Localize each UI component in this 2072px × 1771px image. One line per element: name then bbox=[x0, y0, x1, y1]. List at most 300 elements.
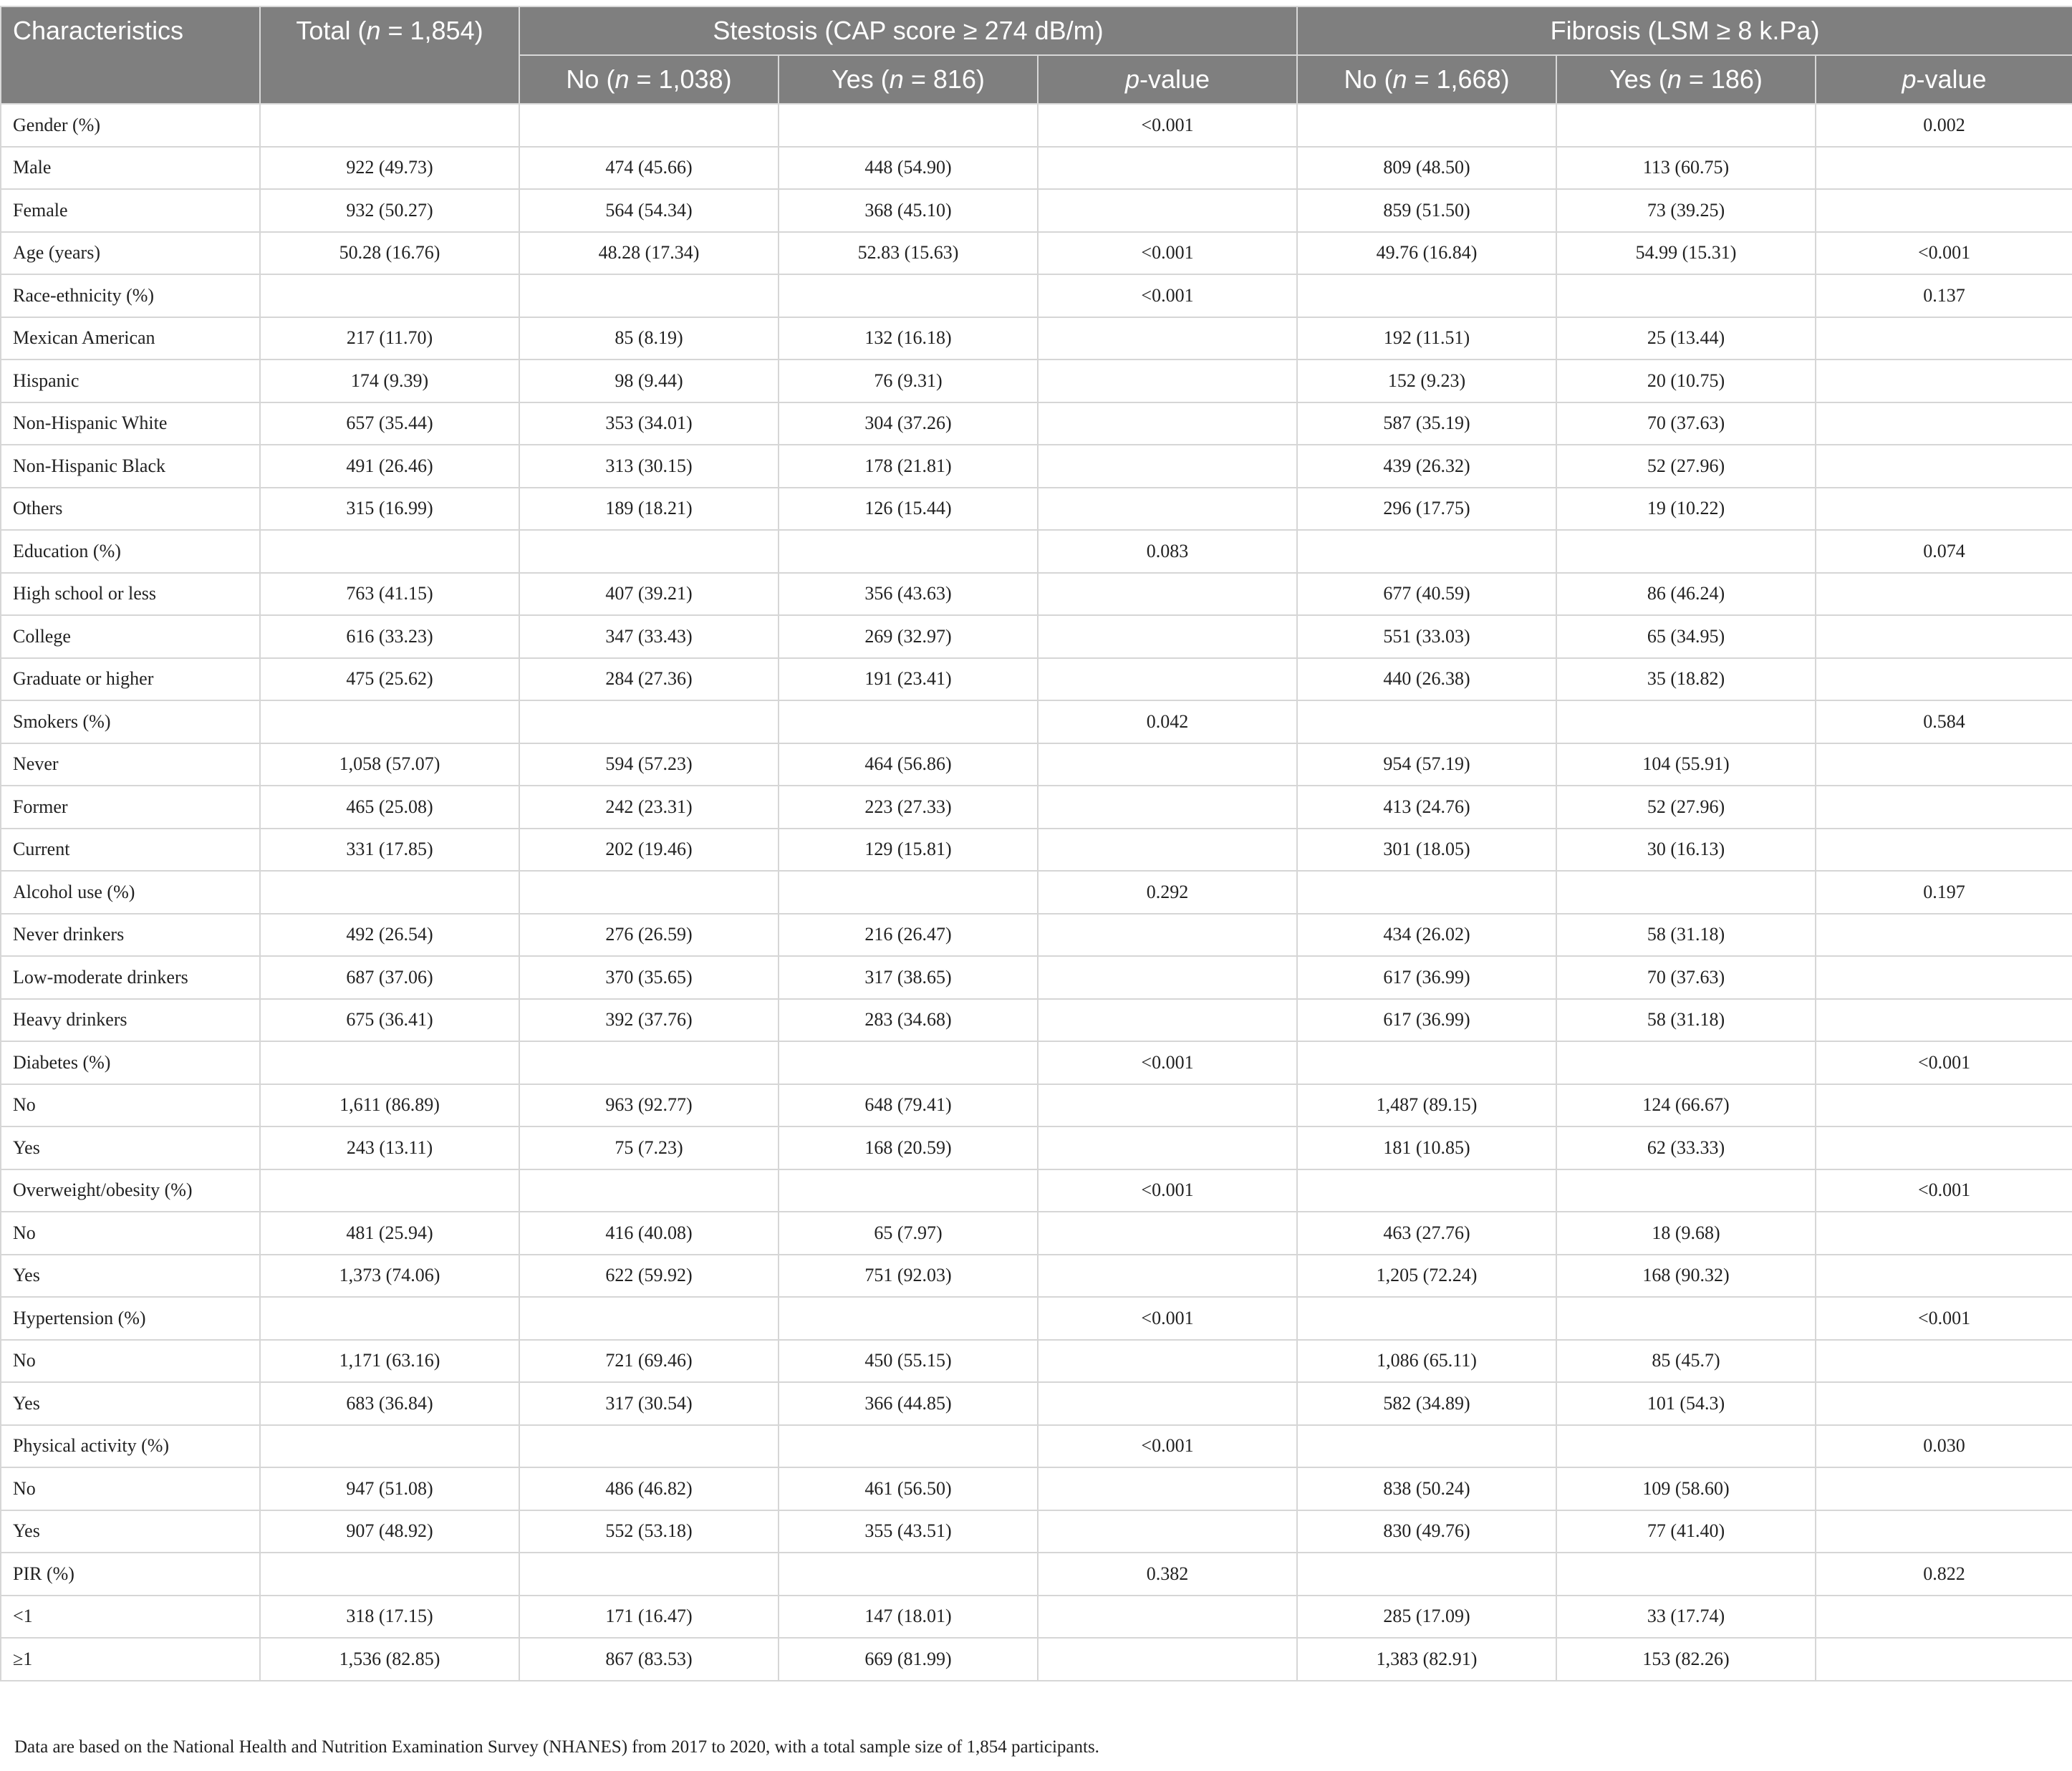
cell-steatosis-yes: 317 (38.65) bbox=[779, 956, 1038, 999]
cell-fibrosis-yes: 30 (16.13) bbox=[1556, 829, 1816, 872]
cell-steatosis-no: 276 (26.59) bbox=[519, 914, 779, 957]
cell-steatosis-no bbox=[519, 104, 779, 147]
cell-steatosis-no: 353 (34.01) bbox=[519, 402, 779, 445]
header-total bbox=[260, 6, 519, 104]
cell-fibrosis-p-value bbox=[1816, 1382, 2072, 1425]
cell-steatosis-yes: 355 (43.51) bbox=[779, 1510, 1038, 1553]
table-row bbox=[1, 1510, 2072, 1553]
cell-steatosis-no: 474 (45.66) bbox=[519, 147, 779, 190]
cell-fibrosis-no: 1,383 (82.91) bbox=[1297, 1638, 1556, 1681]
table-row bbox=[1, 1382, 2072, 1425]
cell-fibrosis-no: 617 (36.99) bbox=[1297, 956, 1556, 999]
cell-fibrosis-no bbox=[1297, 1425, 1556, 1468]
cell-total: 475 (25.62) bbox=[260, 658, 519, 701]
cell-fibrosis-yes: 85 (45.7) bbox=[1556, 1340, 1816, 1383]
cell-fibrosis-p-value bbox=[1816, 1126, 2072, 1169]
cell-steatosis-no: 85 (8.19) bbox=[519, 317, 779, 360]
cell-steatosis-yes bbox=[779, 530, 1038, 573]
cell-fibrosis-yes: 124 (66.67) bbox=[1556, 1084, 1816, 1127]
cell-fibrosis-yes: 168 (90.32) bbox=[1556, 1255, 1816, 1298]
cell-steatosis-p-value bbox=[1038, 1126, 1297, 1169]
cell-steatosis-yes: 461 (56.50) bbox=[779, 1467, 1038, 1510]
cell-total bbox=[260, 1169, 519, 1212]
cell-steatosis-no bbox=[519, 1425, 779, 1468]
cell-fibrosis-no: 830 (49.76) bbox=[1297, 1510, 1556, 1553]
cell-label: Hypertension (%) bbox=[1, 1297, 260, 1340]
cell-fibrosis-no: 551 (33.03) bbox=[1297, 615, 1556, 658]
cell-fibrosis-yes: 20 (10.75) bbox=[1556, 359, 1816, 402]
cell-total: 1,373 (74.06) bbox=[260, 1255, 519, 1298]
cell-label: Gender (%) bbox=[1, 104, 260, 147]
cell-steatosis-p-value bbox=[1038, 402, 1297, 445]
cell-fibrosis-yes: 73 (39.25) bbox=[1556, 189, 1816, 232]
cell-fibrosis-p-value bbox=[1816, 999, 2072, 1042]
cell-steatosis-yes bbox=[779, 104, 1038, 147]
cell-steatosis-p-value bbox=[1038, 147, 1297, 190]
cell-steatosis-no: 313 (30.15) bbox=[519, 445, 779, 488]
cell-total: 1,536 (82.85) bbox=[260, 1638, 519, 1681]
cell-fibrosis-yes: 58 (31.18) bbox=[1556, 999, 1816, 1042]
cell-fibrosis-no bbox=[1297, 1169, 1556, 1212]
table-row bbox=[1, 488, 2072, 531]
cell-steatosis-no bbox=[519, 700, 779, 743]
cell-steatosis-p-value bbox=[1038, 445, 1297, 488]
table-row bbox=[1, 359, 2072, 402]
cell-steatosis-p-value bbox=[1038, 1084, 1297, 1127]
cell-fibrosis-yes bbox=[1556, 104, 1816, 147]
cell-steatosis-yes bbox=[779, 274, 1038, 317]
cell-steatosis-no bbox=[519, 871, 779, 914]
header-steatosis-yes-n: n bbox=[889, 64, 904, 94]
cell-steatosis-yes: 450 (55.15) bbox=[779, 1340, 1038, 1383]
cell-total: 243 (13.11) bbox=[260, 1126, 519, 1169]
cell-steatosis-no: 347 (33.43) bbox=[519, 615, 779, 658]
cell-steatosis-no bbox=[519, 1169, 779, 1212]
cell-label: Never drinkers bbox=[1, 914, 260, 957]
cell-fibrosis-yes bbox=[1556, 700, 1816, 743]
cell-steatosis-yes: 216 (26.47) bbox=[779, 914, 1038, 957]
table-row bbox=[1, 573, 2072, 616]
cell-fibrosis-yes: 113 (60.75) bbox=[1556, 147, 1816, 190]
cell-total: 50.28 (16.76) bbox=[260, 232, 519, 275]
cell-fibrosis-yes: 54.99 (15.31) bbox=[1556, 232, 1816, 275]
cell-fibrosis-yes: 109 (58.60) bbox=[1556, 1467, 1816, 1510]
cell-total: 491 (26.46) bbox=[260, 445, 519, 488]
cell-total bbox=[260, 1041, 519, 1084]
cell-steatosis-no: 486 (46.82) bbox=[519, 1467, 779, 1510]
cell-fibrosis-no: 859 (51.50) bbox=[1297, 189, 1556, 232]
table-row bbox=[1, 658, 2072, 701]
cell-total: 174 (9.39) bbox=[260, 359, 519, 402]
table-row bbox=[1, 956, 2072, 999]
cell-fibrosis-p-value bbox=[1816, 914, 2072, 957]
cell-steatosis-yes bbox=[779, 1169, 1038, 1212]
cell-total: 657 (35.44) bbox=[260, 402, 519, 445]
cell-label: Overweight/obesity (%) bbox=[1, 1169, 260, 1212]
cell-steatosis-no: 564 (54.34) bbox=[519, 189, 779, 232]
cell-steatosis-yes: 129 (15.81) bbox=[779, 829, 1038, 872]
cell-label: Former bbox=[1, 786, 260, 829]
table-row bbox=[1, 1425, 2072, 1468]
table-row bbox=[1, 402, 2072, 445]
header-fibrosis: Fibrosis (LSM ≥ 8 k.Pa) bbox=[1297, 6, 2072, 55]
cell-fibrosis-no bbox=[1297, 1297, 1556, 1340]
cell-fibrosis-no bbox=[1297, 1041, 1556, 1084]
cell-fibrosis-yes: 101 (54.3) bbox=[1556, 1382, 1816, 1425]
cell-fibrosis-p-value bbox=[1816, 1340, 2072, 1383]
table-row bbox=[1, 1340, 2072, 1383]
cell-steatosis-yes: 448 (54.90) bbox=[779, 147, 1038, 190]
table-row bbox=[1, 786, 2072, 829]
cell-label: Current bbox=[1, 829, 260, 872]
cell-fibrosis-p-value bbox=[1816, 615, 2072, 658]
cell-fibrosis-p-value bbox=[1816, 658, 2072, 701]
cell-fibrosis-yes bbox=[1556, 530, 1816, 573]
table-row bbox=[1, 189, 2072, 232]
cell-steatosis-p-value: <0.001 bbox=[1038, 104, 1297, 147]
cell-fibrosis-p-value: 0.030 bbox=[1816, 1425, 2072, 1468]
cell-label: Male bbox=[1, 147, 260, 190]
cell-steatosis-p-value: 0.083 bbox=[1038, 530, 1297, 573]
cell-steatosis-p-value: <0.001 bbox=[1038, 1169, 1297, 1212]
table-row bbox=[1, 317, 2072, 360]
cell-fibrosis-p-value bbox=[1816, 488, 2072, 531]
cell-fibrosis-p-value: <0.001 bbox=[1816, 1169, 2072, 1212]
header-fibrosis-yes-n: n bbox=[1667, 64, 1682, 94]
cell-steatosis-yes: 368 (45.10) bbox=[779, 189, 1038, 232]
cell-total: 683 (36.84) bbox=[260, 1382, 519, 1425]
table-row bbox=[1, 1041, 2072, 1084]
cell-fibrosis-yes: 104 (55.91) bbox=[1556, 743, 1816, 786]
cell-steatosis-yes: 283 (34.68) bbox=[779, 999, 1038, 1042]
cell-fibrosis-yes: 18 (9.68) bbox=[1556, 1212, 1816, 1255]
cell-steatosis-yes bbox=[779, 700, 1038, 743]
table-row bbox=[1, 743, 2072, 786]
header-fibrosis-no-suffix: = 1,668) bbox=[1407, 64, 1510, 94]
cell-label: No bbox=[1, 1084, 260, 1127]
cell-fibrosis-no: 285 (17.09) bbox=[1297, 1596, 1556, 1639]
cell-total bbox=[260, 104, 519, 147]
table-row bbox=[1, 1169, 2072, 1212]
cell-fibrosis-yes: 70 (37.63) bbox=[1556, 402, 1816, 445]
header-total-suffix: = 1,854) bbox=[380, 16, 483, 45]
cell-fibrosis-no: 434 (26.02) bbox=[1297, 914, 1556, 957]
cell-fibrosis-p-value bbox=[1816, 956, 2072, 999]
cell-total: 492 (26.54) bbox=[260, 914, 519, 957]
cell-total: 465 (25.08) bbox=[260, 786, 519, 829]
cell-fibrosis-no: 49.76 (16.84) bbox=[1297, 232, 1556, 275]
cell-fibrosis-no: 152 (9.23) bbox=[1297, 359, 1556, 402]
header-total-n: n bbox=[366, 16, 381, 45]
cell-fibrosis-no: 301 (18.05) bbox=[1297, 829, 1556, 872]
cell-total: 947 (51.08) bbox=[260, 1467, 519, 1510]
cell-steatosis-p-value bbox=[1038, 615, 1297, 658]
table-row bbox=[1, 1553, 2072, 1596]
cell-steatosis-p-value bbox=[1038, 1340, 1297, 1383]
cell-fibrosis-no: 1,205 (72.24) bbox=[1297, 1255, 1556, 1298]
header-row-1 bbox=[1, 6, 2072, 55]
cell-label: Race-ethnicity (%) bbox=[1, 274, 260, 317]
cell-fibrosis-p-value bbox=[1816, 189, 2072, 232]
cell-fibrosis-p-value: <0.001 bbox=[1816, 232, 2072, 275]
cell-label: Mexican American bbox=[1, 317, 260, 360]
cell-steatosis-yes: 147 (18.01) bbox=[779, 1596, 1038, 1639]
cell-steatosis-no bbox=[519, 530, 779, 573]
cell-fibrosis-yes bbox=[1556, 1297, 1816, 1340]
header-steatosis: Stestosis (CAP score ≥ 274 dB/m) bbox=[519, 6, 1297, 55]
cell-label: Graduate or higher bbox=[1, 658, 260, 701]
cell-steatosis-yes bbox=[779, 871, 1038, 914]
cell-fibrosis-no: 463 (27.76) bbox=[1297, 1212, 1556, 1255]
table-row bbox=[1, 1084, 2072, 1127]
cell-fibrosis-p-value bbox=[1816, 743, 2072, 786]
cell-steatosis-p-value bbox=[1038, 1212, 1297, 1255]
cell-steatosis-no: 721 (69.46) bbox=[519, 1340, 779, 1383]
cell-fibrosis-yes: 52 (27.96) bbox=[1556, 786, 1816, 829]
cell-total: 318 (17.15) bbox=[260, 1596, 519, 1639]
cell-steatosis-no: 75 (7.23) bbox=[519, 1126, 779, 1169]
cell-steatosis-p-value bbox=[1038, 914, 1297, 957]
cell-label: Yes bbox=[1, 1126, 260, 1169]
cell-fibrosis-p-value bbox=[1816, 1467, 2072, 1510]
cell-fibrosis-yes bbox=[1556, 1553, 1816, 1596]
cell-total bbox=[260, 530, 519, 573]
cell-steatosis-yes: 366 (44.85) bbox=[779, 1382, 1038, 1425]
cell-fibrosis-no: 1,086 (65.11) bbox=[1297, 1340, 1556, 1383]
cell-steatosis-no: 370 (35.65) bbox=[519, 956, 779, 999]
cell-label: Hispanic bbox=[1, 359, 260, 402]
cell-total: 922 (49.73) bbox=[260, 147, 519, 190]
cell-label: Heavy drinkers bbox=[1, 999, 260, 1042]
cell-label: Education (%) bbox=[1, 530, 260, 573]
cell-fibrosis-yes: 19 (10.22) bbox=[1556, 488, 1816, 531]
cell-label: <1 bbox=[1, 1596, 260, 1639]
cell-fibrosis-p-value: <0.001 bbox=[1816, 1041, 2072, 1084]
cell-steatosis-p-value bbox=[1038, 829, 1297, 872]
cell-label: Yes bbox=[1, 1255, 260, 1298]
cell-steatosis-no: 284 (27.36) bbox=[519, 658, 779, 701]
table-row bbox=[1, 1126, 2072, 1169]
cell-steatosis-no: 189 (18.21) bbox=[519, 488, 779, 531]
table-row bbox=[1, 871, 2072, 914]
cell-fibrosis-yes bbox=[1556, 1425, 1816, 1468]
cell-steatosis-yes bbox=[779, 1041, 1038, 1084]
cell-steatosis-p-value bbox=[1038, 1638, 1297, 1681]
cell-steatosis-p-value bbox=[1038, 999, 1297, 1042]
table-row bbox=[1, 1596, 2072, 1639]
cell-total: 331 (17.85) bbox=[260, 829, 519, 872]
cell-total bbox=[260, 1425, 519, 1468]
cell-label: Yes bbox=[1, 1382, 260, 1425]
cell-steatosis-no bbox=[519, 1297, 779, 1340]
cell-fibrosis-no: 413 (24.76) bbox=[1297, 786, 1556, 829]
cell-label: Yes bbox=[1, 1510, 260, 1553]
cell-fibrosis-p-value bbox=[1816, 1212, 2072, 1255]
cell-total: 481 (25.94) bbox=[260, 1212, 519, 1255]
table-row bbox=[1, 1297, 2072, 1340]
cell-total: 315 (16.99) bbox=[260, 488, 519, 531]
cell-total: 932 (50.27) bbox=[260, 189, 519, 232]
cell-fibrosis-no: 587 (35.19) bbox=[1297, 402, 1556, 445]
cell-label: No bbox=[1, 1467, 260, 1510]
cell-total: 217 (11.70) bbox=[260, 317, 519, 360]
header-steatosis-p-value bbox=[1038, 55, 1297, 104]
cell-fibrosis-no: 296 (17.75) bbox=[1297, 488, 1556, 531]
cell-fibrosis-yes: 77 (41.40) bbox=[1556, 1510, 1816, 1553]
cell-steatosis-p-value: 0.042 bbox=[1038, 700, 1297, 743]
cell-fibrosis-no: 440 (26.38) bbox=[1297, 658, 1556, 701]
header-fibrosis-no-n: n bbox=[1392, 64, 1407, 94]
table-row bbox=[1, 445, 2072, 488]
table-row bbox=[1, 700, 2072, 743]
cell-steatosis-yes: 648 (79.41) bbox=[779, 1084, 1038, 1127]
cell-fibrosis-p-value bbox=[1816, 359, 2072, 402]
table-row bbox=[1, 1212, 2072, 1255]
cell-steatosis-no: 317 (30.54) bbox=[519, 1382, 779, 1425]
cell-fibrosis-p-value bbox=[1816, 1596, 2072, 1639]
table-row bbox=[1, 1255, 2072, 1298]
cell-label: No bbox=[1, 1340, 260, 1383]
cell-steatosis-no: 98 (9.44) bbox=[519, 359, 779, 402]
cell-steatosis-no: 416 (40.08) bbox=[519, 1212, 779, 1255]
cell-label: Others bbox=[1, 488, 260, 531]
cell-fibrosis-p-value: 0.137 bbox=[1816, 274, 2072, 317]
cell-steatosis-no: 48.28 (17.34) bbox=[519, 232, 779, 275]
cell-fibrosis-p-value bbox=[1816, 1255, 2072, 1298]
table-row bbox=[1, 274, 2072, 317]
cell-steatosis-yes: 126 (15.44) bbox=[779, 488, 1038, 531]
cell-total bbox=[260, 1297, 519, 1340]
cell-steatosis-p-value bbox=[1038, 1255, 1297, 1298]
cell-steatosis-p-value bbox=[1038, 658, 1297, 701]
cell-steatosis-yes: 52.83 (15.63) bbox=[779, 232, 1038, 275]
header-fibrosis-p-suffix: -value bbox=[1916, 64, 1987, 94]
header-steatosis-no-prefix: No ( bbox=[566, 64, 615, 94]
cell-steatosis-p-value: <0.001 bbox=[1038, 1425, 1297, 1468]
cell-steatosis-yes: 132 (16.18) bbox=[779, 317, 1038, 360]
cell-steatosis-no: 963 (92.77) bbox=[519, 1084, 779, 1127]
cell-label: Female bbox=[1, 189, 260, 232]
cell-steatosis-p-value bbox=[1038, 359, 1297, 402]
cell-label: Non-Hispanic Black bbox=[1, 445, 260, 488]
cell-total bbox=[260, 1553, 519, 1596]
cell-steatosis-yes: 178 (21.81) bbox=[779, 445, 1038, 488]
cell-steatosis-no: 392 (37.76) bbox=[519, 999, 779, 1042]
cell-fibrosis-yes: 52 (27.96) bbox=[1556, 445, 1816, 488]
cell-fibrosis-no bbox=[1297, 274, 1556, 317]
cell-fibrosis-no: 181 (10.85) bbox=[1297, 1126, 1556, 1169]
cell-label: Never bbox=[1, 743, 260, 786]
cell-fibrosis-yes bbox=[1556, 871, 1816, 914]
cell-steatosis-p-value bbox=[1038, 189, 1297, 232]
cell-fibrosis-p-value bbox=[1816, 829, 2072, 872]
cell-fibrosis-no: 809 (48.50) bbox=[1297, 147, 1556, 190]
cell-label: Age (years) bbox=[1, 232, 260, 275]
cell-fibrosis-yes: 86 (46.24) bbox=[1556, 573, 1816, 616]
cell-steatosis-no: 594 (57.23) bbox=[519, 743, 779, 786]
cell-total bbox=[260, 274, 519, 317]
cell-steatosis-p-value: 0.292 bbox=[1038, 871, 1297, 914]
table-header bbox=[1, 6, 2072, 104]
cell-steatosis-p-value: 0.382 bbox=[1038, 1553, 1297, 1596]
cell-label: Diabetes (%) bbox=[1, 1041, 260, 1084]
cell-total: 687 (37.06) bbox=[260, 956, 519, 999]
cell-fibrosis-no: 838 (50.24) bbox=[1297, 1467, 1556, 1510]
cell-label: No bbox=[1, 1212, 260, 1255]
cell-steatosis-yes: 168 (20.59) bbox=[779, 1126, 1038, 1169]
cell-label: High school or less bbox=[1, 573, 260, 616]
cell-steatosis-p-value bbox=[1038, 956, 1297, 999]
cell-steatosis-p-value: <0.001 bbox=[1038, 232, 1297, 275]
cell-steatosis-yes: 269 (32.97) bbox=[779, 615, 1038, 658]
table-body bbox=[1, 104, 2072, 1681]
cell-label: Alcohol use (%) bbox=[1, 871, 260, 914]
cell-steatosis-no: 622 (59.92) bbox=[519, 1255, 779, 1298]
header-steatosis-yes bbox=[779, 55, 1038, 104]
table-row bbox=[1, 530, 2072, 573]
cell-fibrosis-no: 1,487 (89.15) bbox=[1297, 1084, 1556, 1127]
cell-fibrosis-p-value bbox=[1816, 317, 2072, 360]
table-row bbox=[1, 999, 2072, 1042]
cell-fibrosis-yes: 33 (17.74) bbox=[1556, 1596, 1816, 1639]
cell-fibrosis-no bbox=[1297, 871, 1556, 914]
cell-steatosis-yes: 223 (27.33) bbox=[779, 786, 1038, 829]
cell-steatosis-p-value bbox=[1038, 1510, 1297, 1553]
cell-steatosis-yes bbox=[779, 1553, 1038, 1596]
cell-steatosis-p-value bbox=[1038, 743, 1297, 786]
cell-steatosis-yes: 191 (23.41) bbox=[779, 658, 1038, 701]
table-row bbox=[1, 232, 2072, 275]
table-row bbox=[1, 1638, 2072, 1681]
header-fibrosis-yes bbox=[1556, 55, 1816, 104]
cell-fibrosis-p-value bbox=[1816, 573, 2072, 616]
cell-steatosis-p-value bbox=[1038, 1596, 1297, 1639]
header-steatosis-p-suffix: -value bbox=[1139, 64, 1210, 94]
cell-fibrosis-no: 954 (57.19) bbox=[1297, 743, 1556, 786]
cell-fibrosis-p-value: 0.822 bbox=[1816, 1553, 2072, 1596]
cell-label: Smokers (%) bbox=[1, 700, 260, 743]
cell-steatosis-no: 407 (39.21) bbox=[519, 573, 779, 616]
header-fibrosis-yes-prefix: Yes ( bbox=[1609, 64, 1667, 94]
cell-fibrosis-p-value bbox=[1816, 1510, 2072, 1553]
cell-label: ≥1 bbox=[1, 1638, 260, 1681]
cell-fibrosis-yes bbox=[1556, 274, 1816, 317]
cell-total: 763 (41.15) bbox=[260, 573, 519, 616]
cell-steatosis-p-value bbox=[1038, 1382, 1297, 1425]
table-row bbox=[1, 914, 2072, 957]
header-fibrosis-no bbox=[1297, 55, 1556, 104]
cell-fibrosis-no bbox=[1297, 1553, 1556, 1596]
cell-fibrosis-yes: 65 (34.95) bbox=[1556, 615, 1816, 658]
cell-fibrosis-no bbox=[1297, 530, 1556, 573]
cell-total: 1,611 (86.89) bbox=[260, 1084, 519, 1127]
table-row bbox=[1, 615, 2072, 658]
cell-steatosis-no: 171 (16.47) bbox=[519, 1596, 779, 1639]
header-fibrosis-no-prefix: No ( bbox=[1344, 64, 1393, 94]
header-steatosis-yes-suffix: = 816) bbox=[903, 64, 985, 94]
cell-steatosis-no: 242 (23.31) bbox=[519, 786, 779, 829]
cell-steatosis-yes: 65 (7.97) bbox=[779, 1212, 1038, 1255]
cell-fibrosis-yes: 62 (33.33) bbox=[1556, 1126, 1816, 1169]
cell-steatosis-p-value: <0.001 bbox=[1038, 1041, 1297, 1084]
cell-label: Low-moderate drinkers bbox=[1, 956, 260, 999]
header-fibrosis-yes-suffix: = 186) bbox=[1681, 64, 1763, 94]
cell-steatosis-no: 867 (83.53) bbox=[519, 1638, 779, 1681]
header-steatosis-no-suffix: = 1,038) bbox=[629, 64, 732, 94]
table-row bbox=[1, 829, 2072, 872]
cell-steatosis-yes: 76 (9.31) bbox=[779, 359, 1038, 402]
cell-fibrosis-p-value bbox=[1816, 147, 2072, 190]
